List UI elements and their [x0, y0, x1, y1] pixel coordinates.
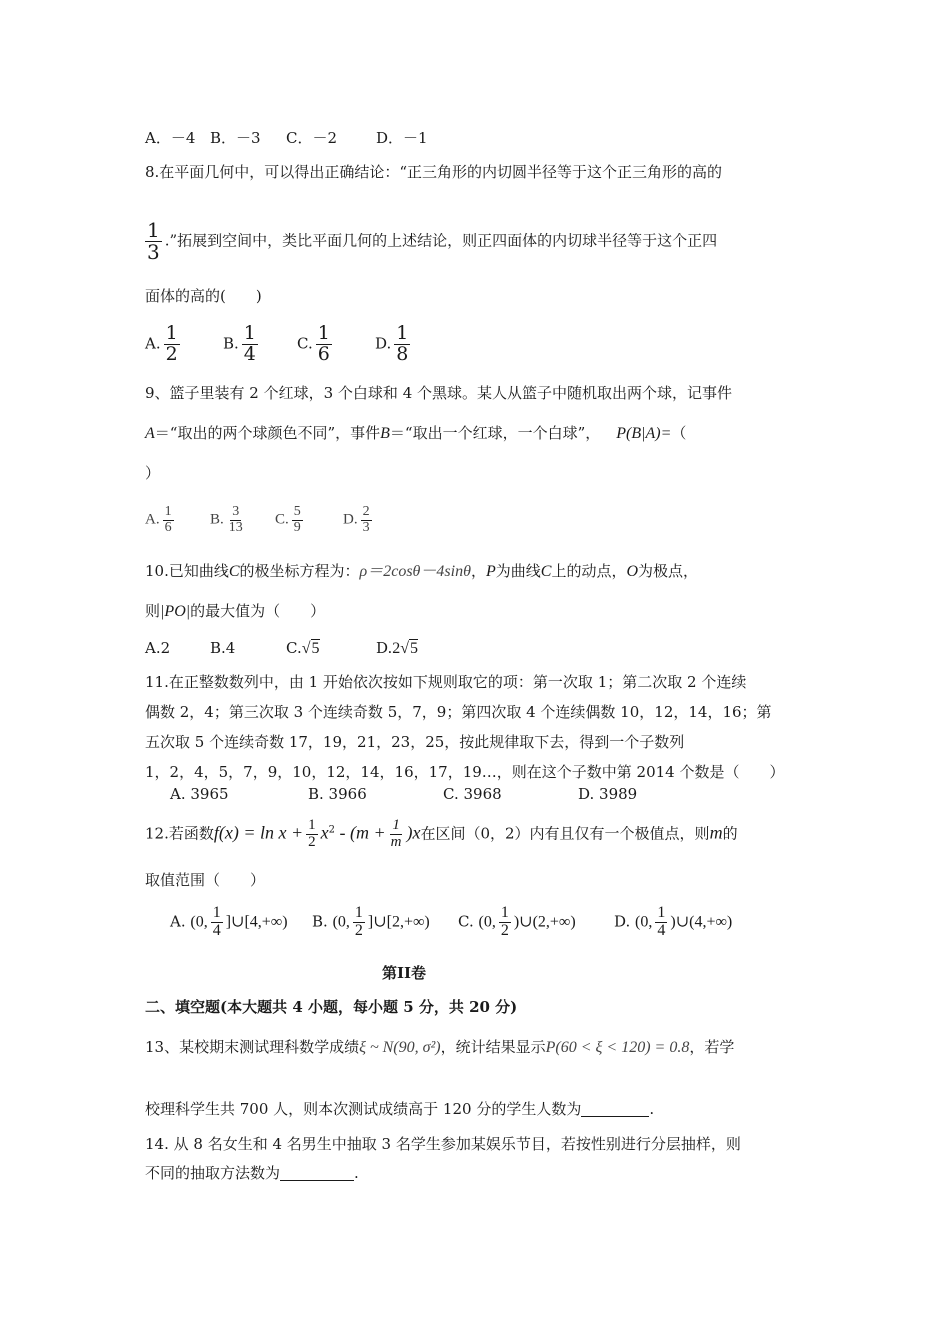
q9-options — [145, 505, 375, 535]
part2-title: 第II卷 — [382, 964, 427, 982]
q12-function: f(x) = ln x + — [213, 822, 304, 843]
q11-option-b: B. 3966 — [308, 785, 367, 803]
q9-prob-expr: P(B|A)= — [616, 425, 672, 442]
q8-line2 — [145, 220, 717, 263]
q9-paren-close: ） — [145, 464, 161, 482]
q10-equation: ρ＝2cosθ－4sinθ — [359, 563, 471, 580]
q7-option-b: B．－3 — [210, 129, 261, 147]
q10-option-c: C.√5 — [286, 639, 320, 657]
q8-line3: 面体的高的( ) — [145, 287, 262, 305]
q11-option-d: D. 3989 — [578, 785, 638, 803]
q8-options — [145, 324, 413, 365]
q12-option-d: D. (0, $\frac{1}{4}$ )∪(4,+∞) — [614, 904, 733, 939]
q13-probability: P(60 < ξ < 120) = 0.8 — [545, 1039, 690, 1056]
q7-option-a: A．－4 — [145, 129, 196, 147]
q11-option-a: A. 3965 — [170, 785, 229, 803]
q9-option-a: A. $\frac{1}{6}$ — [145, 504, 172, 535]
q11-line1: 11.在正整数数列中，由 1 开始依次按如下规则取它的项：第一次取 1；第二次取 2 个连续 — [145, 673, 747, 691]
q8-line1: 8.在平面几何中，可以得出正确结论：“正三角形的内切圆半径等于这个正三角形的高的 — [145, 163, 722, 181]
q13-answer-blank[interactable] — [581, 1102, 649, 1117]
q10-option-a: A.2 — [145, 639, 171, 657]
q9-event-b-text: ＝“取出一个红球，一个白球”， — [389, 424, 601, 442]
q9-option-d: D. $\frac{2}{3}$ — [343, 504, 370, 535]
q12-line2: 取值范围（ ） — [145, 871, 266, 889]
q11-option-c: C. 3968 — [443, 785, 502, 803]
q14-line1: 14. 从 8 名女生和 4 名男生中抽取 3 名学生参加某娱乐节目，若按性别进行分层抽样，则 — [145, 1135, 741, 1153]
q12-line1: 12.若函数f(x) = ln x + $\frac{1}{2}$ $x^2 - (m$ + $\frac{1}{m}$ )x在区间（0，2）内有且仅有一个极值点，则m的 — [145, 817, 738, 850]
q8-option-a: A. $\frac{1}{2}$ — [145, 322, 178, 365]
q7-option-d: D．－1 — [376, 129, 428, 147]
q13-distribution: ξ ~ N(90, σ²) — [359, 1039, 441, 1056]
q11-line3: 五次取 5 个连续奇数 17，19，21，23，25，按此规律取下去，得到一个子数列 — [145, 733, 685, 751]
q11-line4: 1，2，4，5，7，9，10，12，14，16，17，19…，则在这个子数中第 2014 个数是（ ） — [145, 763, 785, 781]
q8-option-c: C. $\frac{1}{6}$ — [297, 322, 330, 365]
q8-line2-text: .”拓展到空间中，类比平面几何的上述结论，则正四面体的内切球半径等于这个正四 — [164, 231, 718, 250]
q8-fraction: $\frac{1}{3}$ — [147, 218, 160, 264]
q10-var-c: C — [228, 563, 240, 580]
q12-option-a: A. (0, $\frac{1}{4}$ ]∪[4,+∞) — [170, 904, 288, 939]
q12-option-b: B. (0, $\frac{1}{2}$ ]∪[2,+∞) — [312, 904, 430, 939]
section2-title: 二、填空题(本大题共 4 小题，每小题 5 分，共 20 分) — [145, 998, 518, 1016]
q12-options — [170, 905, 732, 940]
q7-options — [145, 131, 428, 146]
q14-line2: 不同的抽取方法数为 . — [145, 1164, 359, 1182]
q10-options — [145, 641, 418, 657]
q14-answer-blank[interactable] — [280, 1166, 354, 1181]
q13-line1: 13、某校期末测试理科数学成绩ξ ~ N(90, σ²)，统计结果显示P(60 < ξ < 120) = 0.8，若学 — [145, 1038, 735, 1056]
q10-option-b: B.4 — [210, 639, 236, 657]
q9-paren-open: （ — [671, 424, 687, 442]
q9-event-a-text: ＝“取出的两个球颜色不同”，事件 — [154, 424, 381, 442]
q8-option-d: D. $\frac{1}{8}$ — [375, 322, 409, 365]
q10-line2: 则|PO|的最大值为（ ） — [145, 602, 326, 620]
q10-line1: 10.已知曲线C的极坐标方程为：ρ＝2cosθ－4sinθ，P为曲线C上的动点，O为极点， — [145, 562, 699, 580]
q9-line1: 9、篮子里装有 2 个红球，3 个白球和 4 个黑球。某人从篮子中随机取出两个球，记事件 — [145, 384, 733, 402]
q10-abs-po: |PO| — [160, 603, 191, 620]
q10-var-o: O — [626, 563, 639, 580]
q9-line2 — [145, 426, 686, 442]
q9-option-c: C. $\frac{5}{9}$ — [275, 504, 301, 535]
q13-line2: 校理科学生共 700 人，则本次测试成绩高于 120 分的学生人数为 . — [145, 1100, 655, 1118]
q11-line2: 偶数 2，4；第三次取 3 个连续奇数 5，7，9；第四次取 4 个连续偶数 10，12，14，16；第 — [145, 703, 772, 721]
q9-event-a: A — [145, 425, 155, 442]
q11-options — [170, 787, 637, 802]
q8-option-b: B. $\frac{1}{4}$ — [223, 322, 256, 365]
q9-option-b: B. $\frac{3}{13}$ — [210, 504, 243, 535]
q9-event-b: B — [380, 425, 390, 442]
q10-var-p: P — [485, 563, 496, 580]
q7-option-c: C．－2 — [286, 129, 338, 147]
q10-option-d: D.2√5 — [376, 639, 419, 657]
q12-option-c: C. (0, $\frac{1}{2}$ )∪(2,+∞) — [458, 904, 576, 939]
